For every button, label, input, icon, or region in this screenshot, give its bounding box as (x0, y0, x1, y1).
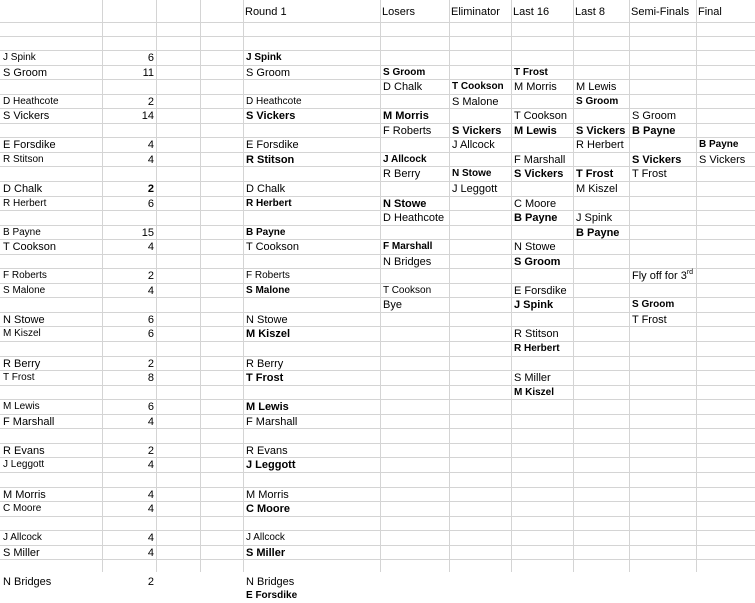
player-cell[interactable]: S Miller (246, 546, 286, 559)
player-cell[interactable]: F Marshall (3, 415, 55, 428)
superscript-suffix: rd (686, 269, 694, 277)
player-cell[interactable]: J Spink (576, 212, 613, 225)
player-cell[interactable]: M Lewis (576, 81, 617, 94)
player-cell[interactable]: E Forsdike (514, 284, 567, 297)
player-cell[interactable]: R Stitson (514, 328, 559, 341)
player-cell[interactable]: S Groom (383, 66, 426, 78)
score-cell[interactable]: 2 (147, 95, 154, 108)
score-cell[interactable]: 2 (147, 444, 154, 457)
player-cell[interactable]: N Stowe (3, 313, 45, 326)
player-cell[interactable]: S Groom (514, 255, 561, 268)
player-cell[interactable]: R Stitson (3, 153, 44, 165)
grid-row-line (0, 385, 755, 386)
player-cell[interactable]: R Berry (3, 357, 41, 370)
player-cell[interactable]: N Bridges (246, 575, 295, 588)
player-cell[interactable]: S Malone (452, 95, 499, 108)
player-cell[interactable]: J Leggott (3, 459, 45, 471)
player-cell[interactable]: R Evans (246, 444, 288, 457)
score-cell[interactable]: 2 (147, 182, 154, 195)
player-cell[interactable]: C Moore (3, 503, 42, 515)
player-cell[interactable]: J Allcock (246, 532, 285, 544)
player-cell[interactable]: J Leggott (246, 459, 296, 472)
score-cell[interactable]: 2 (147, 357, 154, 370)
player-cell[interactable]: D Chalk (3, 182, 43, 195)
score-cell[interactable]: 4 (147, 503, 154, 516)
player-cell[interactable]: D Heathcote (246, 95, 302, 107)
player-cell[interactable]: S Groom (576, 95, 619, 107)
player-cell[interactable]: R Berry (246, 357, 284, 370)
player-cell[interactable]: S Groom (632, 299, 675, 311)
player-cell[interactable]: B Payne (246, 226, 286, 238)
player-cell[interactable]: R Berry (383, 168, 421, 181)
player-cell[interactable]: N Stowe (383, 197, 427, 210)
player-cell[interactable]: B Payne (514, 212, 558, 225)
player-cell[interactable]: F Marshall (383, 241, 433, 253)
column-header[interactable]: Final (698, 6, 722, 18)
player-cell[interactable]: B Payne (576, 226, 620, 239)
score-cell[interactable]: 6 (147, 401, 154, 414)
player-cell[interactable]: E Forsdike (246, 139, 299, 152)
player-cell[interactable]: N Stowe (514, 241, 556, 254)
score-cell[interactable]: 4 (147, 488, 154, 501)
player-cell[interactable]: R Herbert (246, 197, 292, 209)
score-cell[interactable]: 6 (147, 328, 154, 341)
player-cell[interactable]: S Vickers (452, 124, 502, 137)
player-cell[interactable]: J Allcock (3, 532, 42, 544)
player-cell[interactable]: S Groom (3, 66, 48, 79)
column-header[interactable]: Eliminator (451, 6, 500, 18)
player-cell[interactable]: F Roberts (3, 270, 47, 282)
player-cell[interactable]: M Morris (514, 81, 557, 94)
score-cell[interactable]: 2 (147, 575, 154, 588)
column-header[interactable]: Last 16 (513, 6, 550, 18)
player-cell[interactable]: S Vickers (3, 110, 50, 123)
score-cell[interactable]: 6 (147, 52, 154, 64)
player-cell[interactable]: T Frost (514, 66, 548, 78)
player-cell[interactable]: N Stowe (246, 313, 288, 326)
player-cell[interactable]: R Herbert (3, 197, 47, 209)
score-cell[interactable]: 4 (147, 459, 154, 472)
player-cell[interactable]: F Marshall (246, 415, 298, 428)
player-cell[interactable]: S Miller (514, 372, 551, 385)
grid-row-line (0, 516, 755, 517)
player-cell[interactable]: B Payne (3, 226, 41, 238)
player-cell[interactable]: T Cookson (514, 110, 567, 123)
player-cell[interactable]: D Chalk (383, 81, 423, 94)
player-cell[interactable]: E Forsdike (246, 590, 298, 602)
player-cell[interactable]: S Vickers (699, 153, 746, 166)
score-cell[interactable]: 4 (147, 546, 154, 559)
player-cell[interactable]: M Lewis (246, 401, 289, 414)
player-cell[interactable]: J Spink (3, 52, 36, 63)
player-cell[interactable]: M Lewis (514, 124, 557, 137)
player-cell[interactable]: E Forsdike (3, 139, 56, 152)
player-cell[interactable]: J Allcock (452, 139, 495, 152)
player-cell[interactable]: J Spink (514, 299, 554, 312)
grid-row-line (0, 22, 755, 23)
player-cell[interactable]: N Bridges (383, 255, 432, 268)
column-header[interactable]: Losers (382, 6, 416, 18)
score-cell[interactable]: 14 (141, 110, 154, 123)
score-cell[interactable]: 4 (147, 241, 154, 254)
column-header[interactable]: Semi-Finals (631, 6, 690, 18)
player-cell[interactable]: T Cookson (452, 81, 504, 93)
player-cell[interactable]: T Frost (246, 372, 284, 385)
player-cell[interactable]: C Moore (514, 197, 557, 210)
player-cell[interactable]: D Chalk (246, 182, 286, 195)
player-cell[interactable]: T Cookson (3, 241, 56, 254)
player-cell[interactable]: M Kiszel (514, 386, 555, 398)
player-cell[interactable]: F Roberts (383, 124, 432, 137)
grid-row-line (0, 254, 755, 255)
player-cell[interactable]: Bye (383, 299, 402, 312)
score-cell[interactable]: 4 (147, 415, 154, 428)
score-cell[interactable]: 4 (147, 532, 154, 545)
player-cell[interactable]: R Herbert (576, 139, 624, 152)
score-cell[interactable]: 4 (147, 139, 154, 152)
player-cell[interactable]: J Spink (246, 52, 282, 63)
player-cell[interactable]: Fly off for 3rd (632, 269, 694, 283)
player-cell[interactable]: S Groom (246, 66, 291, 79)
player-cell[interactable]: S Vickers (246, 110, 296, 123)
player-cell[interactable]: M Kiszel (246, 328, 291, 341)
score-cell[interactable]: 4 (147, 153, 154, 166)
player-cell[interactable]: D Heathcote (3, 95, 59, 107)
player-cell[interactable]: M Morris (3, 488, 46, 501)
grid-row-line (0, 36, 755, 37)
score-cell[interactable]: 15 (141, 226, 154, 239)
player-cell[interactable]: B Payne (632, 124, 676, 137)
player-cell[interactable]: T Cookson (246, 241, 299, 254)
player-cell[interactable]: R Herbert (514, 343, 560, 354)
score-cell[interactable]: 6 (147, 313, 154, 326)
player-cell[interactable]: R Stitson (246, 153, 295, 166)
player-cell[interactable]: T Cookson (383, 284, 432, 296)
player-cell[interactable]: M Morris (383, 110, 429, 123)
player-cell[interactable]: T Frost (3, 372, 35, 384)
player-cell[interactable]: S Vickers (576, 124, 626, 137)
score-cell[interactable]: 4 (147, 284, 154, 297)
player-cell[interactable]: C Moore (246, 503, 290, 516)
player-cell[interactable]: S Vickers (632, 153, 682, 166)
player-cell[interactable]: M Lewis (3, 401, 40, 413)
player-cell[interactable]: F Roberts (246, 270, 290, 282)
player-cell[interactable]: S Malone (246, 284, 290, 296)
column-header[interactable]: Round 1 (245, 6, 287, 18)
score-cell[interactable]: 11 (142, 66, 154, 79)
player-cell[interactable]: M Kiszel (576, 182, 618, 195)
player-cell[interactable]: S Malone (3, 284, 46, 296)
score-cell[interactable]: 2 (147, 270, 154, 283)
player-cell[interactable]: B Payne (699, 139, 739, 151)
player-cell[interactable]: T Frost (632, 313, 667, 326)
player-cell[interactable]: F Marshall (514, 153, 566, 166)
player-cell[interactable]: J Allcock (383, 153, 427, 165)
player-cell[interactable]: S Miller (3, 546, 40, 559)
player-cell[interactable]: S Vickers (514, 168, 564, 181)
player-cell[interactable]: T Frost (632, 168, 667, 181)
player-cell[interactable]: N Bridges (3, 575, 52, 588)
player-cell[interactable]: M Morris (246, 488, 289, 501)
column-header[interactable]: Last 8 (575, 6, 605, 18)
player-cell[interactable]: T Frost (576, 168, 614, 181)
player-cell[interactable]: R Evans (3, 444, 45, 457)
player-cell[interactable]: M Kiszel (3, 328, 41, 340)
score-cell[interactable]: 8 (147, 372, 154, 385)
player-cell[interactable]: D Heathcote (383, 212, 445, 225)
score-cell[interactable]: 6 (147, 197, 154, 210)
player-cell[interactable]: S Groom (632, 110, 677, 123)
player-cell[interactable]: N Stowe (452, 168, 492, 180)
player-cell[interactable]: J Leggott (452, 182, 498, 195)
